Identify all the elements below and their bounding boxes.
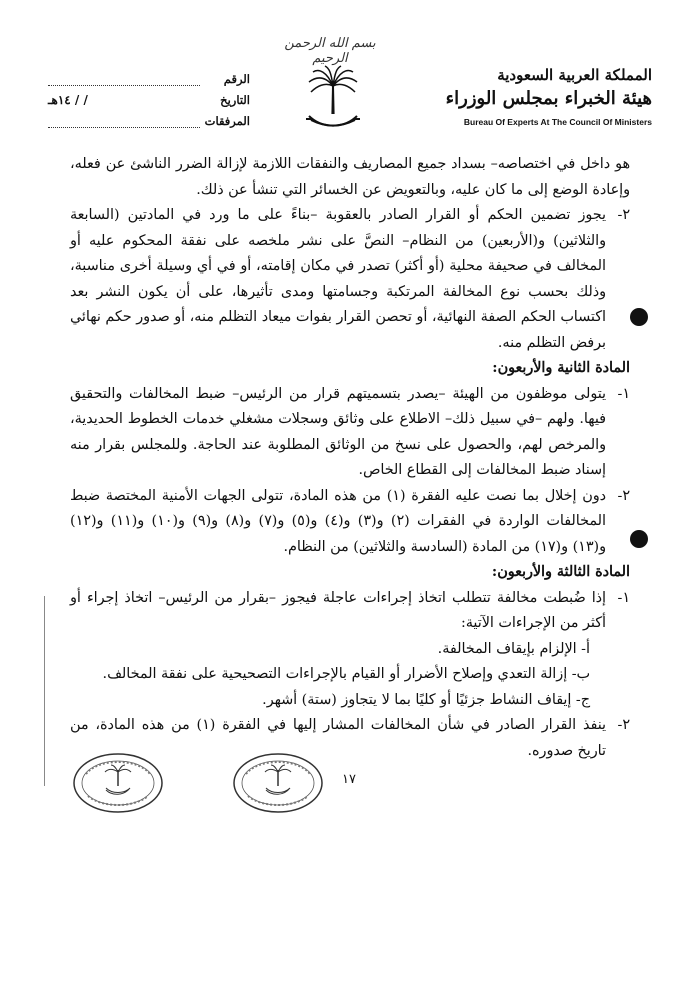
continuation-paragraph: هو داخل في اختصاصه– بسداد جميع المصاريف والنفقات اللازمة لإزالة الضرر الناشئ عن فعله، وإعادة الوضع إلى ما كان عليه، وبالتعويض عن الخسائر التي تنشأ عن ذلك. bbox=[70, 156, 630, 198]
article-42-clause-1 bbox=[70, 382, 630, 484]
date-row bbox=[48, 93, 250, 114]
official-seal-right-icon bbox=[232, 752, 324, 814]
binder-hole-dot bbox=[630, 308, 648, 326]
page-number: ١٧ bbox=[342, 772, 356, 787]
reference-number-line bbox=[48, 85, 200, 86]
attachments-label: المرفقات bbox=[204, 114, 250, 128]
document-body bbox=[70, 152, 630, 764]
reference-fields bbox=[48, 72, 250, 138]
clause-text: دون إخلال بما نصت عليه الفقرة (١) من هذه المادة، تتولى الجهات الأمنية المختصة ضبط المخالفات الواردة في الفقرات (٢) و(٣) و(٤) و(٥) و(٧) و(٨) و(٩) و(١٠) و(١١) و(١٢) و(١٣) و(١٧) من المادة (السادسة والثلاثين) من النظام. bbox=[70, 487, 606, 555]
basmala-calligraphy: بسم الله الرحمن الرحيم bbox=[284, 36, 376, 66]
clause-text: يجوز تضمين الحكم أو القرار الصادر بالعقوبة –بناءً على ما ورد في المادتين (السابعة والثلاثين) و(الأربعين) من النظام– النصَّ على نشر ملخصه على نفقة المحكوم عليه أو المخالف في صحيفة محلية (أو أكثر) تصدر في مكان إقامته، أو في أي وسيلة أخرى مناسبة، وذلك بحسب نوع المخالفة المرتكبة وجسامتها ومدى تأثيرها، على أن يكون النشر بعد اكتساب الحكم الصفة النهائية، أو تحصن القرار بفوات ميعاد التظلم منه، أو صدور حكم نهائي برفض التظلم منه. bbox=[70, 207, 606, 351]
clause-number: ٢- bbox=[617, 207, 630, 223]
clause-text: ينفذ القرار الصادر في شأن المخالفات المشار إليها في الفقرة (١) من هذه المادة، من تاريخ صدوره. bbox=[70, 717, 606, 759]
letterhead bbox=[0, 0, 700, 150]
clause-number: ١- bbox=[617, 589, 630, 606]
kingdom-name: المملكة العربية السعودية bbox=[497, 66, 652, 84]
scan-edge-line bbox=[44, 596, 45, 786]
clause-2 bbox=[70, 203, 630, 356]
clause-number: ١- bbox=[617, 385, 630, 402]
article-42-clause-2 bbox=[70, 484, 630, 561]
article-43-subitem-c: ج- إيقاف النشاط جزئيًا أو كليًا بما لا يتجاوز (ستة) أشهر. bbox=[262, 691, 590, 708]
binder-hole-dot bbox=[630, 530, 648, 548]
reference-number-row bbox=[48, 72, 250, 93]
date-value: / / ١٤هـ bbox=[48, 93, 88, 107]
clause-number: ٢- bbox=[617, 487, 630, 504]
date-label: التاريخ bbox=[220, 93, 250, 107]
bureau-english-name: Bureau Of Experts At The Council Of Ministers bbox=[463, 117, 652, 127]
clause-number: ٢- bbox=[617, 717, 630, 733]
attachments-line bbox=[48, 127, 200, 128]
clause-text: يتولى موظفون من الهيئة –يصدر بتسميتهم قرار من الرئيس– ضبط المخالفات والتحقيق فيها. ولهم –في سبيل ذلك– الاطلاع على وثائق وسجلات مشغلي خدمات الخطوط الحديدية، والمرخص لهم، والحصول على نسخ من الوثائق المطلوبة عند الحاجة. وللمجلس بقرار منه إسناد ضبط المخالفات إلى القطاع الخاص. bbox=[70, 385, 606, 478]
attachments-row bbox=[48, 114, 250, 135]
clause-text: إذا ضُبطت مخالفة تتطلب اتخاذ إجراءات عاجلة فيجوز –بقرار من الرئيس– اتخاذ إجراء أو أكثر من الإجراءات الآتية: bbox=[70, 589, 606, 631]
reference-number-label: الرقم bbox=[223, 72, 250, 86]
article-43-clause-1 bbox=[70, 586, 630, 637]
official-seal-left-icon bbox=[72, 752, 164, 814]
article-43-subitem-a: أ- الإلزام بإيقاف المخالفة. bbox=[437, 640, 590, 657]
article-43-title: المادة الثالثة والأربعون: bbox=[491, 564, 630, 580]
palm-and-swords-emblem-icon bbox=[303, 64, 363, 136]
article-42-title: المادة الثانية والأربعون: bbox=[492, 360, 630, 376]
council-name: هيئة الخبراء بمجلس الوزراء bbox=[445, 88, 652, 109]
article-43-subitem-b: ب- إزالة التعدي وإصلاح الأضرار أو القيام بالإجراءات التصحيحية على نفقة المخالف. bbox=[102, 666, 590, 682]
